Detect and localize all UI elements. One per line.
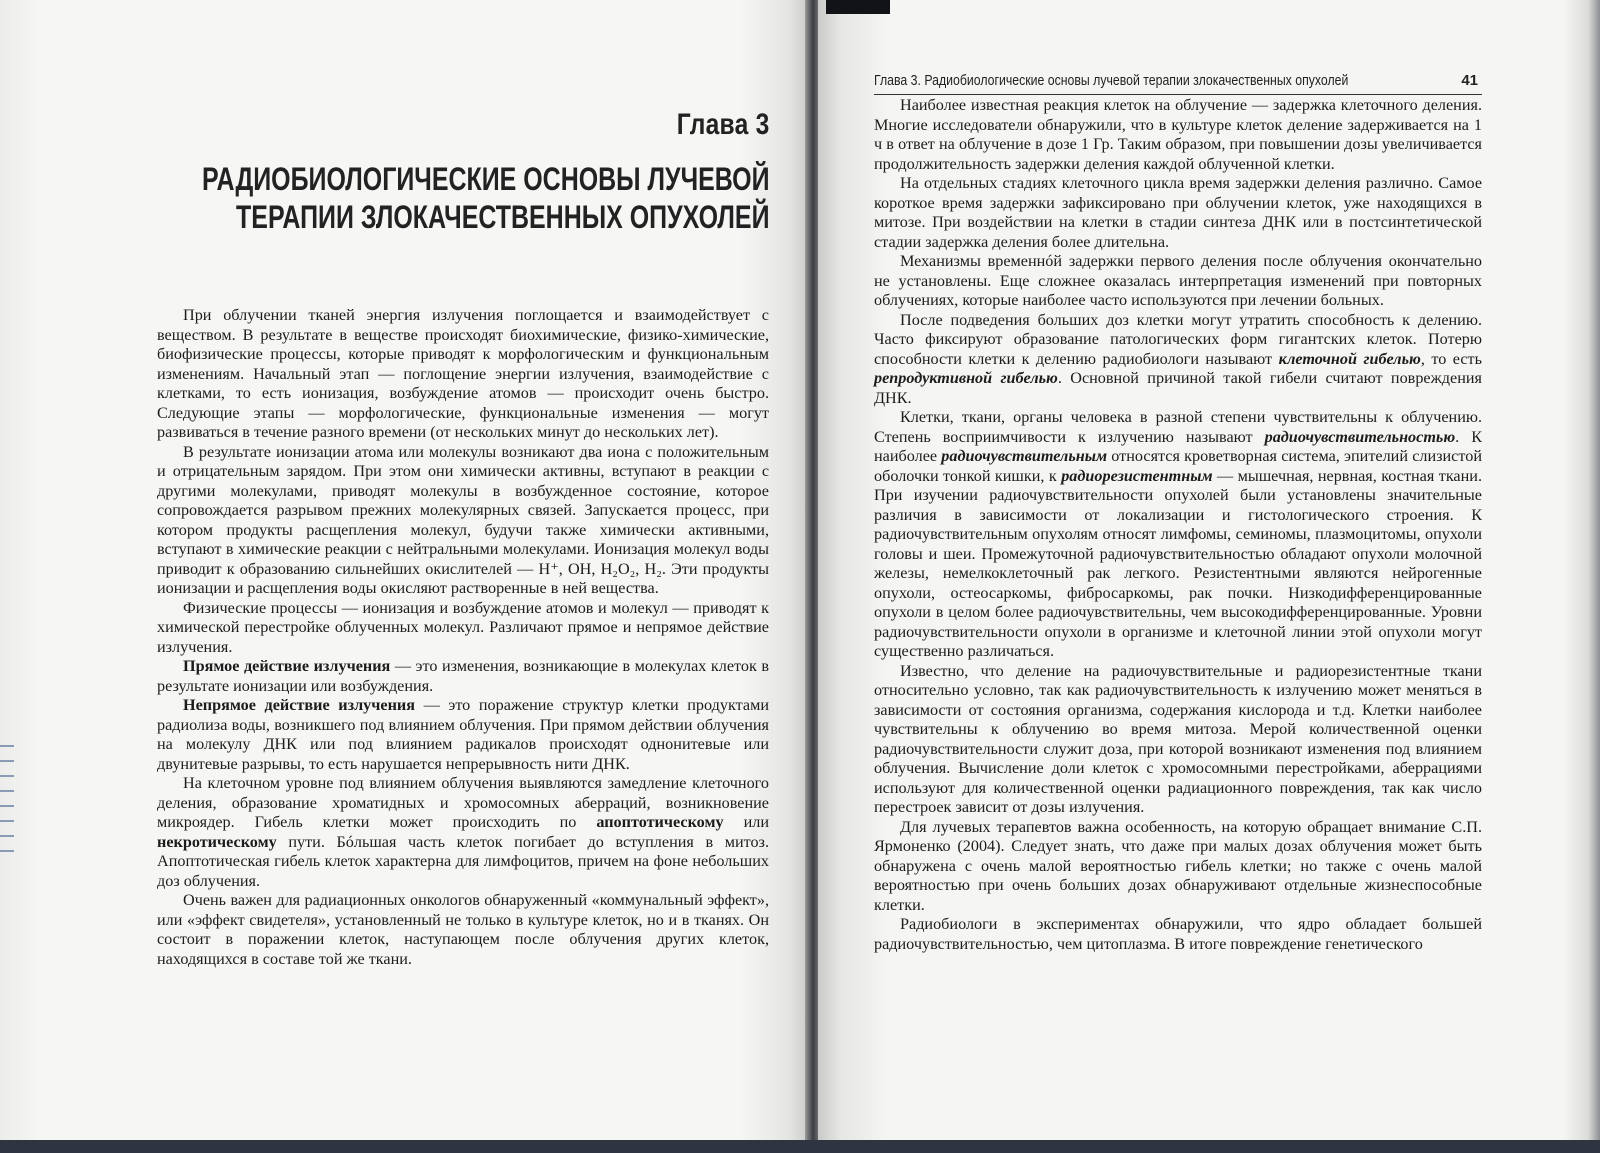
chapter-number: Глава 3	[677, 108, 770, 141]
term-radioresistant: радиорезистентным	[1061, 466, 1213, 485]
paragraph: На отдельных стадиях клеточного цикла время задержки деления различно. Самое короткое время задержки зафиксировано при облучении клеток, уже находящихся в митозе. При воздействии на клетки в стадии синтеза ДНК или в постсинтетической стадии задержка деления более длительна.	[874, 174, 1482, 251]
paragraph: Радиобиологи в экспериментах обнаружили, что ядро обладает большей радиочувствительностью, чем цитоплазма. В итоге повреждение генетического	[874, 915, 1482, 953]
term-reproductive-death: репродуктивной гибелью	[874, 369, 1058, 387]
page-edge-marks	[0, 745, 14, 865]
paragraph: Механизмы временнóй задержки первого деления после облучения окончательно не установлены. Еще сложнее оказалась интерпретация изменений при повторных облучениях, которые наиболее часто используются при лечении больных.	[874, 252, 1482, 309]
paragraph: Наиболее известная реакция клеток на облучение — задержка клеточного деления. Многие исследователи обнаружили, что в культуре клеток деление задерживается на 1 ч в ответ на облучение в дозе 1 Гр. Таким образом, при повышении дозы увеличивается продолжительность задержки деления каждой облученной клетки.	[874, 96, 1482, 173]
paragraph: Клетки, ткани, органы человека в разной степени чувствительны к облучению. Степень восприимчивости к излучению называют радиочувствительностью. К наиболее радиочувствительным относятся кроветворная система, эпителий слизистой оболочки тонкой кишки, к радиорезистентным — мышечная, нервная, костная ткани. При изучении радиочувствительности опухолей были установлены значительные различия в зависимости от локализации и гистологического строения. К радиочувствительным опухолям относят лимфомы, семиномы, плазмоцитомы, опухоли головы и шеи. Промежуточной радиочувствительностью обладают опухоли молочной железы, немелкоклеточный рак легкого. Резистентными являются нейрогенные опухоли, остеосаркомы, фибросаркомы, рак почки. Низкодифференцированные опухоли в целом более радиочувствительны, чем высокодифференцированные. Уровни радиочувствительности опухоли в организме и клеточной линии этой опухоли могут существенно различаться.	[874, 408, 1482, 660]
term-radiosensitivity: радиочувствительностью	[1264, 427, 1456, 446]
paragraph: Для лучевых терапевтов важна особенность, на которую обращает внимание С.П. Ярмоненко (2004). Следует знать, что даже при малых дозах облучения может быть обнаружена с очень малой вероятностью гибель клетки; но также с очень малой вероятностью при очень больших дозах обнаруживают отдельные жизнеспособные клетки.	[874, 817, 1482, 914]
term-radiosensitive: радиочувствительным	[941, 447, 1108, 465]
term-direct-action: Прямое действие излучения	[183, 657, 391, 675]
chapter-heading	[42, 108, 770, 236]
paragraph: В результате ионизации атома или молекулы возникают два иона с положительным и отрицательным зарядом. При этом они химически активны, вступают в реакции с другими молекулами, приводят молекулы в возбужденное состояние, которое сопровождается разрывом прежних молекулярных связей. Запускается процесс, при котором продукты расщепления молекул, будучи также химически активными, вступают в химические реакции с нейтральными молекулами. Ионизация молекул воды приводит к образованию сильнейших окислителей — H⁺, OH, H₂O₂, H₂. Эти продукты ионизации и расщепления воды окисляют растворенные в ней вещества.	[157, 442, 769, 597]
paragraph: Прямое действие излучения — это изменения, возникающие в молекулах клеток в результате ионизации или возбуждения.	[157, 657, 770, 695]
page-top-shadow	[826, 0, 890, 14]
term-necrotic: некротическому	[157, 832, 277, 851]
paragraph: На клеточном уровне под влиянием облучения выявляются замедление клеточного деления, образование хроматидных и хромосомных аберраций, возникновение микроядер. Гибель клетки может происходить по апоптотическому или некротическому пути. Бóльшая часть клеток погибает до вступления в митоз. Апоптотическая гибель клеток характерна для лимфоцитов, причем на фоне небольших доз облучения.	[157, 774, 769, 890]
paragraph: После подведения больших доз клетки могут утратить способность к делению. Часто фиксируют образование патологических форм гигантских клеток. Потерю способности клетки к делению радиобиологи называют клеточной гибелью, то есть репродуктивной гибелью. Основной причиной такой гибели считают повреждения ДНК.	[874, 310, 1482, 407]
paragraph: Очень важен для радиационных онкологов обнаруженный «коммунальный эффект», или «эффект свидетеля», установленный не только в культуре клеток, но и в тканях. Он состоит в поражении клеток, наступающем после облучения других клеток, находящихся в составе той же ткани.	[157, 891, 769, 968]
running-header	[874, 70, 1482, 95]
term-cell-death: клеточной гибелью	[1278, 349, 1421, 368]
paragraph: Физические процессы — ионизация и возбуждение атомов и молекул — приводят к химической перестройке облученных молекул. Различают прямое и непрямое действие излучения.	[157, 598, 769, 656]
chapter-title-line-1: РАДИОБИОЛОГИЧЕСКИЕ ОСНОВЫ ЛУЧЕВОЙ	[202, 161, 770, 197]
paragraph: Известно, что деление на радиочувствительные и радиорезистентные ткани относительно условно, так как радиочувствительность к излучению может меняться в зависимости от состояния организма, содержания кислорода и т.д. Клетки наиболее чувствительны к облучению во время митоза. Мерой количественной оценки радиочувствительности служит доза, при которой возникают изменения под влиянием облучения. Вычисление доли клеток с хромосомными перестройками, аберрациями используют для количественной оценки радиационного повреждения, так как число перестроек зависит от дозы излучения.	[874, 661, 1482, 816]
paragraph: Непрямое действие излучения — это поражение структур клетки продуктами радиолиза воды, возникшего под влиянием облучения. При прямом действии облучения на молекулу ДНК или под влиянием радикалов происходят однонитевые или двунитевые разрывы, то есть нарушается непрерывность нити ДНК.	[157, 696, 769, 773]
term-indirect-action: Непрямое действие излучения	[183, 696, 415, 714]
left-body-text	[157, 306, 769, 969]
right-body-text	[874, 96, 1482, 954]
page-number: 41	[1461, 72, 1478, 89]
scan-bottom-edge	[0, 1140, 1600, 1153]
paragraph: При облучении тканей энергия излучения поглощается и взаимодействует с веществом. В результате в веществе происходят биохимические, физико-химические, биофизические процессы, которые приводят к морфологическим и функциональным изменениям. Начальный этап — поглощение энергии излучения, взаимодействие с клетками, то есть ионизация, возбуждение атомов — происходит очень быстро. Следующие этапы — морфологические, функциональные изменения — могут развиваться в течение разного времени (от нескольких минут до нескольких лет).	[157, 306, 769, 441]
chapter-title-line-2: ТЕРАПИИ ЗЛОКАЧЕСТВЕННЫХ ОПУХОЛЕЙ	[236, 199, 771, 235]
running-header-title: Глава 3. Радиобиологические основы лучевой терапии злокачественных опухолей	[874, 72, 1349, 89]
chapter-title	[203, 160, 770, 236]
term-apoptotic: апоптотическому	[596, 813, 724, 831]
